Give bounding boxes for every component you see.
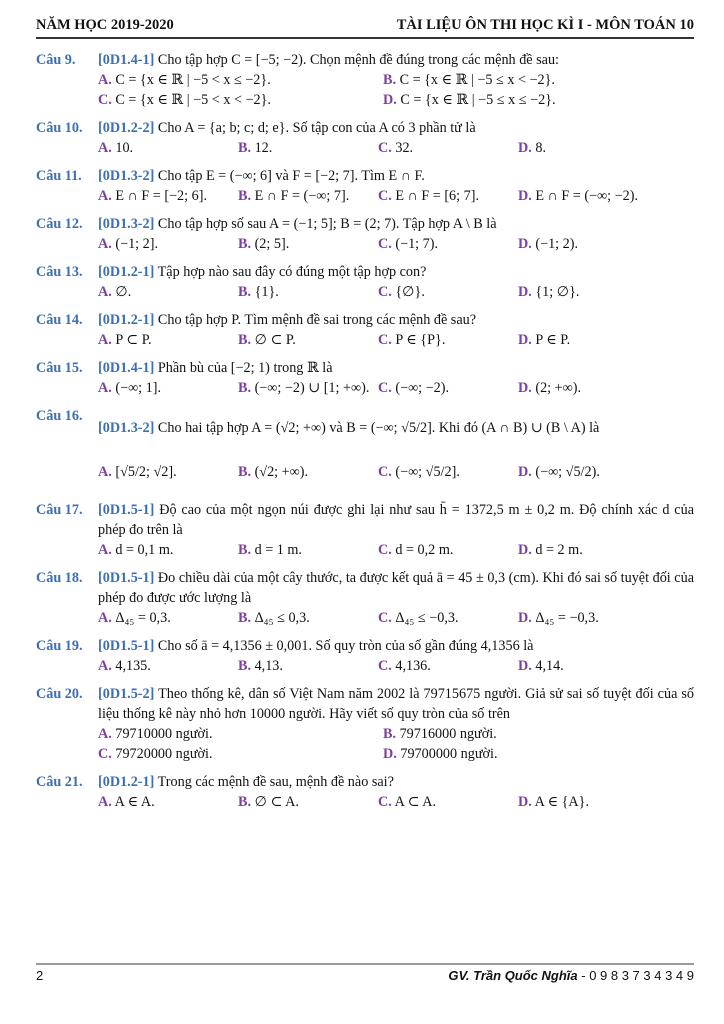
question-code: [0D1.2-2] [98, 120, 155, 136]
question-code: [0D1.2-1] [98, 774, 155, 790]
question-block [36, 568, 694, 628]
question-text [98, 568, 694, 608]
answer-option [383, 724, 668, 744]
question-number: Câu 10. [36, 120, 83, 136]
option-text: 4,13. [254, 658, 283, 674]
option-label: B. [238, 380, 252, 396]
option-text: {1}. [254, 284, 279, 300]
answer-options [98, 724, 694, 764]
answer-option [238, 186, 378, 206]
question-line [36, 50, 694, 70]
option-label: B. [238, 140, 252, 156]
option-label: A. [98, 542, 112, 558]
answer-options [98, 234, 694, 254]
header-doc-title: TÀI LIỆU ÔN THI HỌC KÌ I - MÔN TOÁN 10 [396, 17, 694, 33]
option-label: D. [518, 332, 532, 348]
option-label: B. [238, 658, 252, 674]
option-text: ∅ ⊂ A. [254, 794, 299, 810]
option-label: A. [98, 610, 112, 626]
answer-options [98, 138, 694, 158]
option-text: 4,14. [535, 658, 564, 674]
option-label: B. [238, 284, 252, 300]
question-text [98, 166, 694, 186]
option-label: A. [98, 380, 112, 396]
question-line [36, 262, 694, 282]
answer-option [518, 378, 658, 398]
option-label: A. [98, 188, 112, 204]
answer-option [98, 378, 238, 398]
question-stem: Cho tập hợp P. Tìm mệnh đề sai trong các mệnh đề sau? [154, 312, 477, 328]
question-number: Câu 12. [36, 216, 83, 232]
answer-option [378, 282, 518, 302]
answer-option [238, 656, 378, 676]
answer-option [518, 138, 658, 158]
question-stem: Cho A = {a; b; c; d; e}. Số tập con của A có 3 phần tử là [154, 120, 476, 136]
answer-option [98, 90, 383, 110]
answer-options [98, 450, 694, 494]
question-number: Câu 16. [36, 408, 83, 424]
question-stem: Cho tập hợp C = [−5; −2). Chọn mệnh đề đúng trong các mệnh đề sau: [154, 52, 559, 68]
question-number: Câu 11. [36, 168, 82, 184]
author-phone: - 0 9 8 3 7 3 4 3 4 9 [577, 968, 694, 983]
question-line [36, 406, 694, 450]
question-block [36, 50, 694, 110]
answer-options [98, 330, 694, 350]
answer-option [98, 186, 238, 206]
answer-option [98, 70, 383, 90]
answer-option [378, 234, 518, 254]
answer-option [383, 70, 668, 90]
option-text: (−1; 2). [535, 236, 579, 252]
option-text: (−∞; √5/2]. [395, 464, 460, 480]
option-text: {∅}. [395, 284, 425, 300]
question-number: Câu 14. [36, 312, 83, 328]
option-label: A. [98, 658, 112, 674]
option-label: C. [378, 794, 392, 810]
question-line [36, 118, 694, 138]
question-number: Câu 19. [36, 638, 83, 654]
answer-option [98, 234, 238, 254]
option-text: 4,135. [115, 658, 151, 674]
option-label: D. [518, 380, 532, 396]
option-text: d = 2 m. [535, 542, 583, 558]
option-label: C. [98, 92, 112, 108]
option-label: C. [378, 236, 392, 252]
question-line [36, 772, 694, 792]
answer-option [98, 450, 238, 494]
answer-option [238, 540, 378, 560]
option-text: C = {x ∈ ℝ | −5 ≤ x < −2}. [399, 72, 555, 88]
option-label: A. [98, 72, 112, 88]
option-text: Δ₄₅ ≤ 0,3. [254, 610, 310, 626]
option-text: [√5/2; √2]. [115, 464, 177, 480]
question-line [36, 214, 694, 234]
option-text: ∅ ⊂ P. [254, 332, 296, 348]
author-credit [448, 968, 694, 983]
question-code: [0D1.3-2] [98, 420, 155, 436]
option-text: 4,136. [395, 658, 431, 674]
answer-option [98, 540, 238, 560]
question-line [36, 166, 694, 186]
option-label: A. [98, 332, 112, 348]
question-stem: Độ cao của một ngọn núi được ghi lại như sau h̄ = 1372,5 m ± 0,2 m. Độ chính xác d của phép đo trên là [98, 502, 694, 538]
option-label: A. [98, 284, 112, 300]
question-text [98, 50, 694, 70]
question-code: [0D1.2-1] [98, 312, 155, 328]
question-block [36, 214, 694, 254]
question-line [36, 358, 694, 378]
option-text: A ⊂ A. [394, 794, 437, 810]
question-number: Câu 9. [36, 52, 76, 68]
question-code: [0D1.5-1] [98, 638, 155, 654]
option-label: D. [518, 610, 532, 626]
question-block [36, 772, 694, 812]
answer-options [98, 540, 694, 560]
option-text: E ∩ F = [−2; 6]. [115, 188, 208, 204]
option-text: 79700000 người. [400, 746, 498, 762]
answer-option [378, 138, 518, 158]
question-text [98, 310, 694, 330]
option-label: A. [98, 794, 112, 810]
answer-option [98, 608, 238, 628]
option-text: ∅. [115, 284, 132, 300]
page-footer [36, 968, 694, 983]
question-block [36, 406, 694, 494]
option-label: B. [238, 464, 252, 480]
option-text: 79710000 người. [115, 726, 213, 742]
option-label: D. [518, 236, 532, 252]
option-label: D. [518, 140, 532, 156]
answer-option [518, 608, 658, 628]
option-label: D. [518, 794, 532, 810]
option-text: P ⊂ P. [115, 332, 152, 348]
answer-option [238, 330, 378, 350]
question-number: Câu 15. [36, 360, 83, 376]
author-name: GV. Trần Quốc Nghĩa [448, 968, 578, 983]
question-code: [0D1.3-2] [98, 216, 155, 232]
option-text: P ∈ {P}. [395, 332, 446, 348]
answer-option [378, 378, 518, 398]
question-number: Câu 18. [36, 570, 83, 586]
option-label: C. [378, 284, 392, 300]
option-text: Δ₄₅ ≤ −0,3. [395, 610, 459, 626]
answer-option [518, 656, 658, 676]
page-number: 2 [36, 968, 44, 983]
option-text: C = {x ∈ ℝ | −5 < x ≤ −2}. [115, 72, 271, 88]
question-text [98, 262, 694, 282]
question-code: [0D1.5-2] [98, 686, 155, 702]
answer-option [383, 90, 668, 110]
option-text: {1; ∅}. [535, 284, 580, 300]
option-text: d = 1 m. [254, 542, 302, 558]
option-label: B. [238, 188, 252, 204]
answer-option [238, 378, 378, 398]
question-stem: Phần bù của [−2; 1) trong ℝ là [154, 360, 333, 376]
question-stem: Theo thống kê, dân số Việt Nam năm 2002 là 79715675 người. Giả sử sai số tuyệt đối của số liệu thống kê này nhỏ hơn 10000 người. Hãy viết số quy tròn của số trên [98, 686, 694, 722]
option-text: C = {x ∈ ℝ | −5 ≤ x ≤ −2}. [400, 92, 556, 108]
answer-options [98, 792, 694, 812]
question-block [36, 636, 694, 676]
option-text: E ∩ F = (−∞; 7]. [254, 188, 350, 204]
option-text: (−1; 7). [395, 236, 439, 252]
answer-option [238, 234, 378, 254]
option-text: (−∞; −2) ∪ [1; +∞). [254, 380, 370, 396]
question-text [98, 358, 694, 378]
question-number: Câu 17. [36, 502, 83, 518]
option-text: 12. [254, 140, 273, 156]
answer-option [378, 330, 518, 350]
option-text: 79720000 người. [115, 746, 213, 762]
option-label: C. [378, 610, 392, 626]
option-label: D. [518, 464, 532, 480]
question-stem: Cho tập E = (−∞; 6] và F = [−2; 7]. Tìm E ∩ F. [154, 168, 425, 184]
option-text: A ∈ A. [114, 794, 155, 810]
question-stem: Cho số ā = 4,1356 ± 0,001. Số quy tròn của số gần đúng 4,1356 là [154, 638, 534, 654]
option-text: (−∞; 1]. [115, 380, 162, 396]
option-label: D. [518, 188, 532, 204]
answer-option [378, 656, 518, 676]
question-block [36, 166, 694, 206]
option-text: d = 0,2 m. [395, 542, 454, 558]
answer-option [518, 792, 658, 812]
option-text: (−1; 2]. [115, 236, 159, 252]
header-school-year: NĂM HỌC 2019-2020 [36, 17, 174, 33]
question-block [36, 358, 694, 398]
question-stem: Cho tập hợp số sau A = (−1; 5]; B = (2; 7). Tập hợp A \ B là [154, 216, 497, 232]
answer-option [518, 540, 658, 560]
option-label: B. [238, 610, 252, 626]
answer-option [238, 138, 378, 158]
option-text: (√2; +∞). [254, 464, 309, 480]
option-label: D. [518, 284, 532, 300]
answer-option [378, 540, 518, 560]
question-stem: Cho hai tập hợp A = (√2; +∞) và B = (−∞; √5/2]. Khi đó (A ∩ B) ∪ (B \ A) là [154, 420, 600, 436]
answer-option [518, 282, 658, 302]
question-list [36, 50, 694, 820]
option-text: E ∩ F = [6; 7]. [395, 188, 480, 204]
answer-option [518, 234, 658, 254]
answer-option [238, 450, 378, 494]
option-label: B. [383, 726, 397, 742]
answer-option [378, 608, 518, 628]
option-label: D. [383, 746, 397, 762]
answer-option [98, 282, 238, 302]
answer-option [378, 186, 518, 206]
answer-options [98, 70, 694, 110]
question-block [36, 262, 694, 302]
answer-option [238, 792, 378, 812]
footer-divider [36, 963, 694, 965]
question-text [98, 500, 694, 540]
option-label: C. [378, 464, 392, 480]
question-code: [0D1.4-1] [98, 360, 155, 376]
answer-options [98, 186, 694, 206]
option-text: A ∈ {A}. [534, 794, 590, 810]
option-label: C. [378, 188, 392, 204]
question-block [36, 500, 694, 560]
answer-options [98, 608, 694, 628]
answer-options [98, 378, 694, 398]
answer-options [98, 282, 694, 302]
option-label: C. [98, 746, 112, 762]
question-text [98, 214, 694, 234]
answer-option [98, 330, 238, 350]
answer-option [98, 744, 383, 764]
option-text: Δ₄₅ = 0,3. [115, 610, 171, 626]
option-label: C. [378, 140, 392, 156]
answer-option [98, 138, 238, 158]
option-label: D. [518, 542, 532, 558]
question-number: Câu 21. [36, 774, 83, 790]
option-label: C. [378, 542, 392, 558]
option-label: A. [98, 464, 112, 480]
option-text: P ∈ P. [535, 332, 571, 348]
answer-option [238, 282, 378, 302]
option-label: B. [383, 72, 397, 88]
question-line [36, 310, 694, 330]
question-code: [0D1.2-1] [98, 264, 155, 280]
option-label: D. [518, 658, 532, 674]
option-label: D. [383, 92, 397, 108]
option-label: C. [378, 658, 392, 674]
option-label: C. [378, 380, 392, 396]
question-code: [0D1.5-1] [98, 502, 155, 518]
question-code: [0D1.5-1] [98, 570, 155, 586]
question-block [36, 684, 694, 764]
option-label: B. [238, 332, 252, 348]
question-number: Câu 20. [36, 686, 83, 702]
answer-option [98, 792, 238, 812]
option-text: 10. [115, 140, 134, 156]
question-stem: Tập hợp nào sau đây có đúng một tập hợp con? [154, 264, 427, 280]
answer-option [98, 724, 383, 744]
answer-option [518, 450, 658, 494]
option-label: B. [238, 542, 252, 558]
question-text [98, 772, 694, 792]
question-line [36, 684, 694, 724]
answer-option [98, 656, 238, 676]
question-text [98, 406, 694, 450]
option-label: A. [98, 726, 112, 742]
page-header [36, 8, 694, 39]
question-code: [0D1.4-1] [98, 52, 155, 68]
answer-option [518, 330, 658, 350]
question-stem: Đo chiều dài của một cây thước, ta được kết quả ā = 45 ± 0,3 (cm). Khi đó sai số tuyệt đối của phép đo được ước lượng là [98, 570, 694, 606]
answer-option [238, 608, 378, 628]
option-label: A. [98, 140, 112, 156]
option-label: C. [378, 332, 392, 348]
option-text: (2; 5]. [254, 236, 290, 252]
answer-option [378, 792, 518, 812]
question-line [36, 636, 694, 656]
option-text: (2; +∞). [535, 380, 582, 396]
question-stem: Trong các mệnh đề sau, mệnh đề nào sai? [154, 774, 394, 790]
question-line [36, 500, 694, 540]
answer-option [378, 450, 518, 494]
option-label: B. [238, 236, 252, 252]
option-text: (−∞; √5/2). [535, 464, 600, 480]
question-line [36, 568, 694, 608]
option-text: 8. [535, 140, 546, 156]
option-text: 32. [395, 140, 414, 156]
option-text: E ∩ F = (−∞; −2). [535, 188, 639, 204]
option-text: d = 0,1 m. [115, 542, 174, 558]
question-text [98, 684, 694, 724]
answer-option [383, 744, 668, 764]
option-text: 79716000 người. [399, 726, 497, 742]
answer-option [518, 186, 658, 206]
option-label: A. [98, 236, 112, 252]
answer-options [98, 656, 694, 676]
question-block [36, 118, 694, 158]
question-code: [0D1.3-2] [98, 168, 155, 184]
question-text [98, 118, 694, 138]
question-text [98, 636, 694, 656]
option-text: (−∞; −2). [395, 380, 450, 396]
option-text: Δ₄₅ = −0,3. [535, 610, 599, 626]
question-number: Câu 13. [36, 264, 83, 280]
question-block [36, 310, 694, 350]
option-label: B. [238, 794, 252, 810]
option-text: C = {x ∈ ℝ | −5 < x < −2}. [115, 92, 271, 108]
